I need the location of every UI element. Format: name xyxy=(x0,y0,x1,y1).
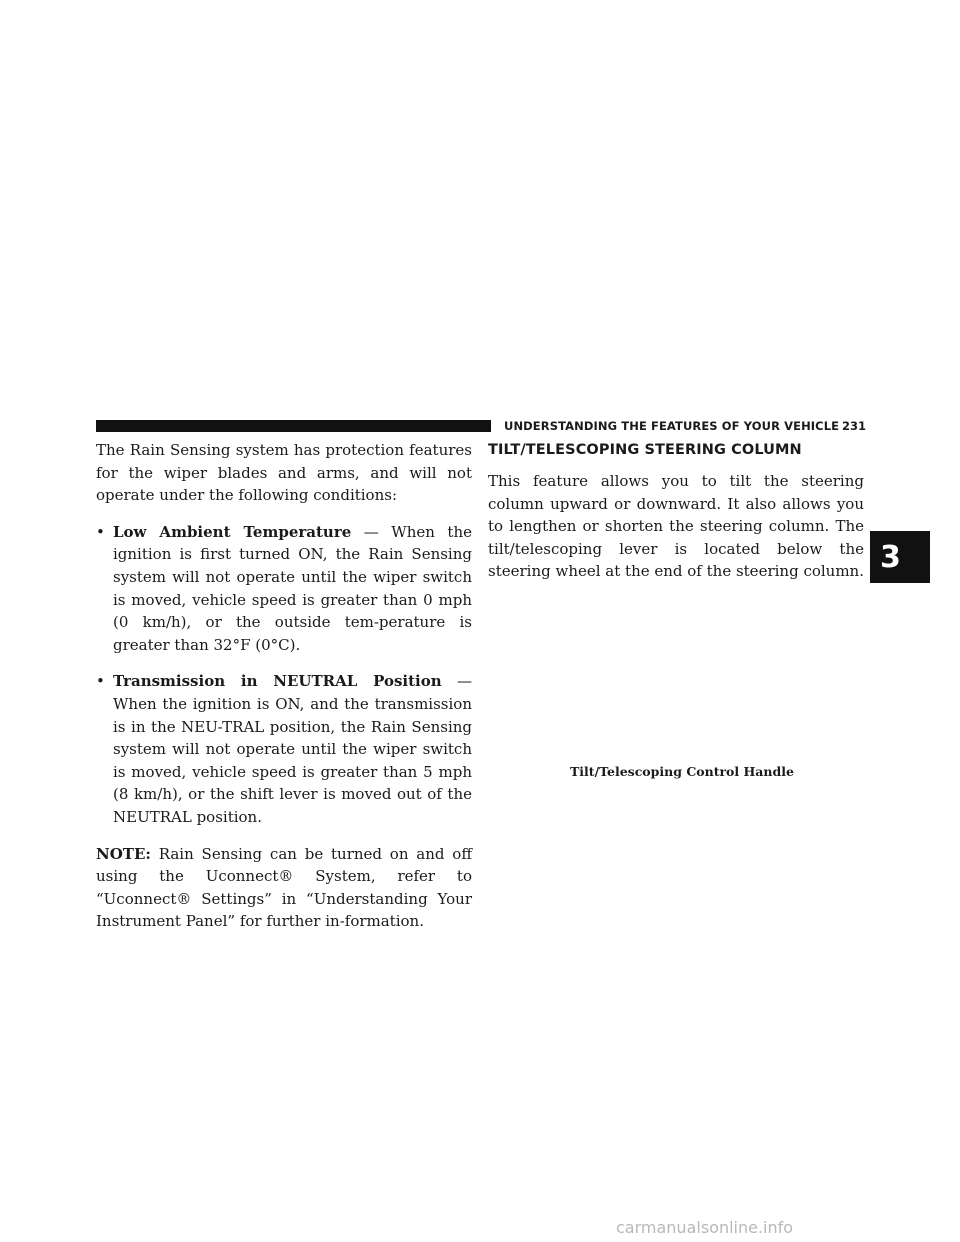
page-number: 231 xyxy=(842,419,867,433)
right-column xyxy=(488,441,864,583)
bullet-marker: • xyxy=(96,522,105,541)
bullet-term: Low Ambient Temperature xyxy=(113,522,352,541)
bullet-marker: • xyxy=(96,672,105,691)
running-header-title: UNDERSTANDING THE FEATURES OF YOUR VEHICLE xyxy=(504,419,840,433)
note-label: NOTE: xyxy=(96,844,151,863)
note-text: Rain Sensing can be turned on and off using the Uconnect® System, refer to “Uconnect® Settings” in “Understanding Your Instrument Panel” for further in-formation. xyxy=(96,844,472,931)
chapter-tab xyxy=(870,531,930,583)
bullet-text: — When the ignition is first turned ON, the Rain Sensing system will not operate until the wiper switch is moved, vehicle speed is greater than 0 mph (0 km/h), or the outside tem-perature is greater than 32°F (0°C). xyxy=(113,522,472,654)
intro-paragraph: The Rain Sensing system has protection features for the wiper blades and arms, and will not operate under the following conditions: xyxy=(96,441,472,505)
bullet-low-ambient-temperature xyxy=(96,521,472,657)
chapter-number: 3 xyxy=(880,539,901,575)
steering-column-paragraph: This feature allows you to tilt the steering column upward or downward. It also allows you to lengthen or shorten the steering column. The tilt/telescoping lever is located below the steering wheel at the end of the steering column. xyxy=(488,472,864,581)
left-column xyxy=(96,439,472,933)
bullet-text: — When the ignition is ON, and the transmission is in the NEU-TRAL position, the Rain Sensing system will not operate until the wiper switch is moved, vehicle speed is greater than 5 mph (8 km/h), or the shift lever is moved out of the NEUTRAL position. xyxy=(113,672,472,826)
watermark: carmanualsonline.info xyxy=(616,1218,794,1237)
section-heading: TILT/TELESCOPING STEERING COLUMN xyxy=(488,442,802,458)
header-rule xyxy=(96,420,491,432)
figure-image-area xyxy=(488,580,864,755)
note-paragraph xyxy=(96,843,472,933)
bullet-term: Transmission in NEUTRAL Position xyxy=(113,672,442,691)
figure-caption: Tilt/Telescoping Control Handle xyxy=(570,764,794,779)
bullet-transmission-neutral xyxy=(96,670,472,828)
